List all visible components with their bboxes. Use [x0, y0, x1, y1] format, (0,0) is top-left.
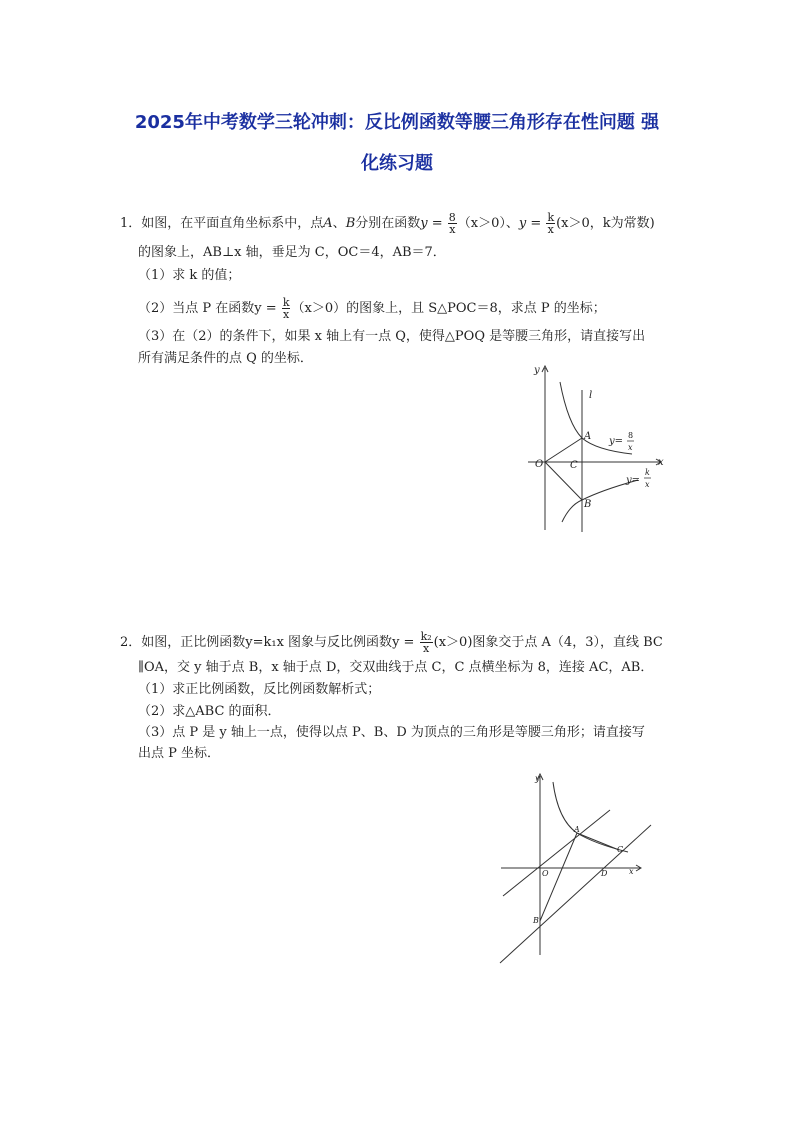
fig2-origin-label: O [542, 869, 549, 878]
fig2-line-oa [503, 810, 610, 896]
fig2-line-bc [500, 825, 651, 963]
doc-title-line2: 化练习题 [361, 153, 433, 174]
fraction-k2-over-x: $\frac{\text{k₂}}{x}$ [420, 630, 432, 655]
q1-part1: （1）求 k 的值； [138, 268, 241, 283]
fig2-x-label: x [629, 867, 634, 876]
fraction-k-over-x: $\frac{k}{x}$ [547, 211, 555, 236]
fig2-point-b: B [533, 916, 539, 925]
fig1-curve1-den: x [628, 443, 633, 452]
fig1-origin-label: O [535, 459, 544, 470]
q2-part3: （3）点 P 是 y 轴上一点，使得以点 P、B、D 为顶点的三角形是等腰三角形；请直接写 [138, 725, 645, 740]
q1-line1: 1．如图，在平面直角坐标系中，点A、B分别在函数y = $\frac{8}{x}$ （x＞0）、y = $\frac{k}{x}$ (x＞0，k为常数) [120, 211, 655, 236]
fraction-k-over-x: $\frac{k}{x}$ [282, 296, 290, 321]
fig1-x-label: x [658, 457, 664, 468]
fig1-point-c: C [570, 460, 578, 471]
q1-line2: 的图象上，AB⊥x 轴，垂足为 C，OC＝4，AB＝7． [138, 245, 446, 260]
fig2-point-c: C [617, 845, 624, 854]
fraction-8-over-x: $\frac{8}{x}$ [448, 211, 456, 236]
fig1-curve2-label: y= [626, 475, 641, 486]
fig1-segment-oa [545, 438, 582, 462]
figure-2 [495, 770, 660, 970]
q1-part3: （3）在（2）的条件下，如果 x 轴上有一点 Q，使得△POQ 是等腰三角形，请直接写出 [138, 329, 646, 344]
q1-part2: （2）当点 P 在函数y = $\frac{k}{x}$ （x＞0）的图象上，且 S△POC＝8，求点 P 的坐标； [138, 296, 606, 321]
fig1-curve1-label: y= [609, 436, 624, 447]
fig1-curve2-den: x [645, 480, 650, 489]
fig2-segment-ac [577, 833, 619, 850]
fig2-point-d: D [601, 869, 608, 878]
fig2-point-a: A [574, 825, 580, 834]
q2-part1: （1）求正比例函数，反比例函数解析式； [138, 682, 381, 697]
fig1-line-l-label: l [589, 390, 593, 401]
fig2-hyperbola [553, 782, 628, 852]
q2-part2: （2）求△ABC 的面积． [138, 704, 281, 719]
doc-title-line1: 2025年中考数学三轮冲刺：反比例函数等腰三角形存在性问题 强 [134, 112, 660, 133]
fig1-point-b: B [584, 499, 592, 510]
fig1-point-a: A [584, 431, 592, 442]
fig1-curve-k-over-x [562, 480, 638, 522]
fig1-curve1-num: 8 [628, 431, 634, 440]
q2-line1: 2．如图，正比例函数y=k₁x 图象与反比例函数y = $\frac{\text{k₂}}{x}$ (x＞0)图象交于点 A（4，3），直线 BC [120, 630, 663, 655]
fig1-curve2-num: k [645, 468, 650, 477]
q2-part3-cont: 出点 P 坐标． [138, 746, 221, 761]
fig1-y-label: y [534, 365, 540, 376]
q1-part3-cont: 所有满足条件的点 Q 的坐标． [138, 351, 313, 366]
fig2-y-label: y [535, 774, 540, 783]
figure-1 [520, 362, 670, 537]
q2-line2: ∥OA，交 y 轴于点 B，x 轴于点 D，交双曲线于点 C，C 点横坐标为 8，连接 AC，AB． [138, 660, 654, 675]
